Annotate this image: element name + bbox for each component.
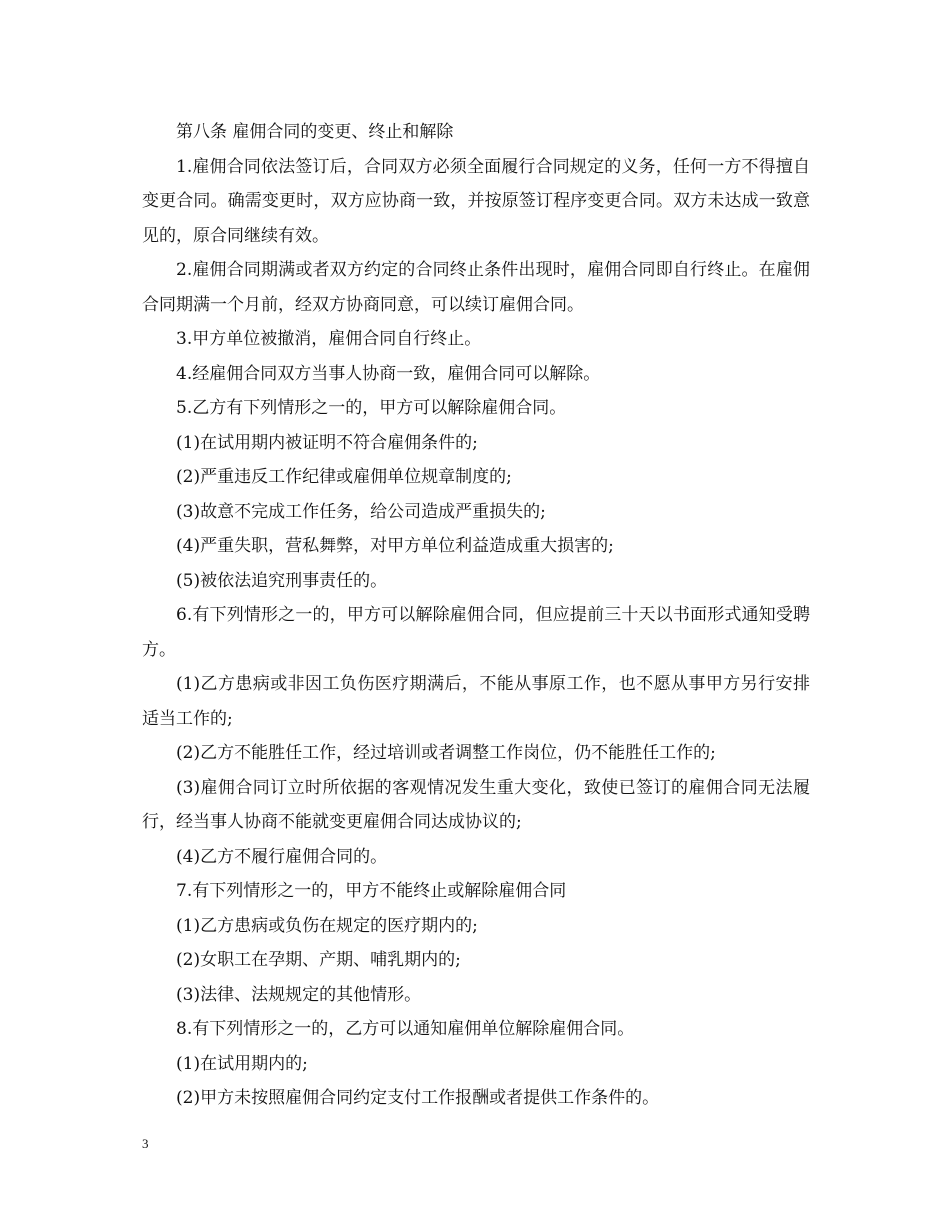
sub-clause-item: (1)在试用期内被证明不符合雇佣条件的;	[176, 432, 478, 453]
sub-clause-item: (1)乙方患病或非因工负伤医疗期满后，不能从事原工作，也不愿从事甲方另行安排适当工作的;	[142, 674, 810, 729]
sub-clause-item: (4)乙方不履行雇佣合同的。	[176, 846, 388, 867]
article-heading: 第八条 雇佣合同的变更、终止和解除	[176, 122, 454, 142]
sub-clause-item: (5)被依法追究刑事责任的。	[176, 570, 388, 591]
clause-paragraph: 1.雇佣合同依法签订后，合同双方必须全面履行合同规定的义务，任何一方不得擅自变更合同。确需变更时，双方应协商一致，并按原签订程序变更合同。双方未达成一致意见的，原合同继续有效。	[142, 156, 810, 246]
document-body	[142, 115, 810, 1116]
sub-clause-item: (4)严重失职，营私舞弊，对甲方单位利益造成重大损害的;	[176, 536, 614, 556]
clause-paragraph: 8.有下列情形之一的，乙方可以通知雇佣单位解除雇佣合同。	[176, 1019, 635, 1039]
sub-clause-item: (2)乙方不能胜任工作，经过培训或者调整工作岗位，仍不能胜任工作的;	[176, 743, 716, 763]
sub-clause-item: (2)女职工在孕期、产期、哺乳期内的;	[176, 950, 461, 970]
sub-clause-item: (1)乙方患病或负伤在规定的医疗期内的;	[176, 915, 478, 936]
clause-paragraph: 3.甲方单位被撤消，雇佣合同自行终止。	[176, 329, 482, 349]
sub-clause-item: (3)法律、法规规定的其他情形。	[176, 984, 422, 1005]
page-number: 3	[142, 1136, 149, 1151]
sub-clause-item: (1)在试用期内的;	[176, 1053, 308, 1074]
sub-clause-item: (3)故意不完成工作任务，给公司造成严重损失的;	[176, 501, 546, 522]
clause-paragraph: 7.有下列情形之一的，甲方不能终止或解除雇佣合同	[176, 881, 567, 901]
sub-clause-item: (2)甲方未按照雇佣合同约定支付工作报酬或者提供工作条件的。	[176, 1088, 660, 1108]
clause-paragraph: 5.乙方有下列情形之一的，甲方可以解除雇佣合同。	[176, 398, 567, 418]
clause-paragraph: 2.雇佣合同期满或者双方约定的合同终止条件出现时，雇佣合同即自行终止。在雇佣合同期满一个月前，经双方协商同意，可以续订雇佣合同。	[142, 260, 810, 315]
clause-paragraph: 6.有下列情形之一的，甲方可以解除雇佣合同，但应提前三十天以书面形式通知受聘方。	[142, 605, 810, 660]
sub-clause-item: (3)雇佣合同订立时所依据的客观情况发生重大变化，致使已签订的雇佣合同无法履行，经当事人协商不能就变更雇佣合同达成协议的;	[142, 777, 810, 832]
clause-paragraph: 4.经雇佣合同双方当事人协商一致，雇佣合同可以解除。	[176, 363, 601, 384]
sub-clause-item: (2)严重违反工作纪律或雇佣单位规章制度的;	[176, 467, 512, 487]
